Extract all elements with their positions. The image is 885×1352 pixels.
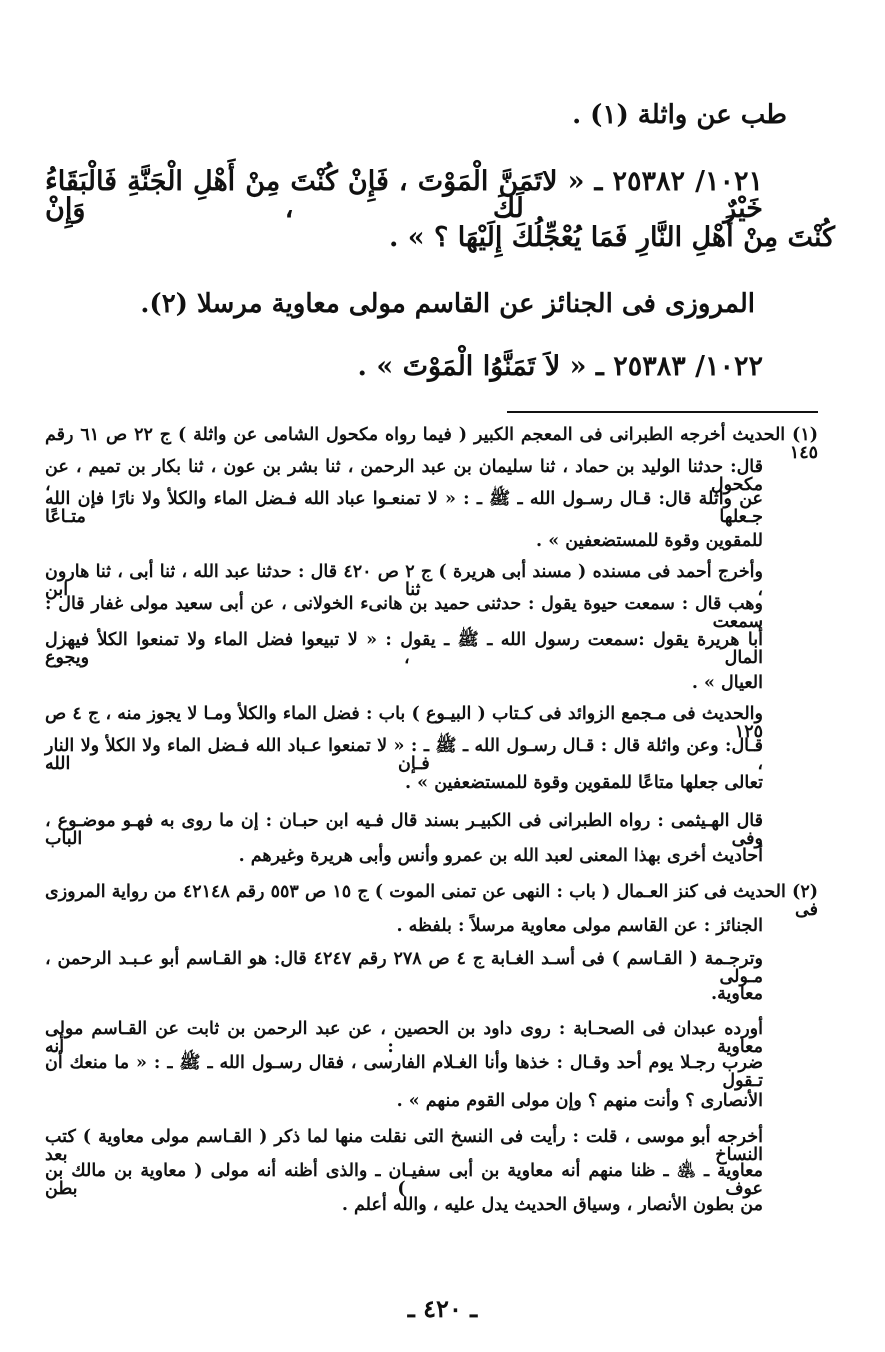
footnote-1-line-3: عن واثلة قال: قـال رسـول الله ـ ﷺ ـ : « لا تمنعـوا عباد الله فـضل الماء والكلأ ولا نارًا فإن الله جـعلها متـاعًا	[45, 489, 764, 527]
footnote-1-line-9: والحديث فى مـجمع الزوائد فى كـتاب ( البيـوع ) باب : فضل الماء والكلأ ومـا لا يجوز منه ، ج ٤ ص ١٢٥	[45, 704, 763, 742]
footnote-2-line-5: أورده عبدان فى الصحـابة : روى داود بن الحصين ، عن عبد الرحمن بن ثابت عن القـاسم مولى معاوية : أنه	[45, 1019, 763, 1057]
footnote-2-line-1: (٢) الحديث فى كنز العـمال ( باب : النهى عن تمنى الموت ) ج ١٥ ص ٥٥٣ رقم ٤٢١٤٨ من رواية المروزى فى	[45, 882, 818, 920]
footnote-1-line-2: قال: حدثنا الوليد بن حماد ، ثنا سليمان بن عبد الرحمن ، ثنا بشر بن عون ، ثنا بكار بن تميم ، عن مكحول ،	[45, 457, 763, 495]
footnote-2-line-2: الجنائز : عن القاسم مولى معاوية مرسلاً : بلفظه .	[396, 916, 763, 936]
hadith-1022: ١٠٢٢/ ٢٥٣٨٣ ـ « لاَ تَمَنَّوُا الْمَوْتَ » .	[357, 351, 763, 382]
footnote-1-line-4: للمقوين وقوة للمستضعفين » .	[536, 531, 763, 551]
footnote-1-line-7: أبا هريرة يقول :سمعت رسول الله ـ ﷺ ـ يقول : « لا تبيعوا فضل الماء ولا تمنعوا الكلأ فيهزل المال ، ويجوع	[45, 630, 763, 668]
footnote-2-line-7: الأنصارى ؟ وأنت منهم ؟ وإن مولى القوم منهم » .	[396, 1091, 763, 1111]
footnote-2-line-10: من بطون الأنصار ، وسياق الحديث يدل عليه ، والله أعلم .	[341, 1195, 763, 1215]
footnote-1-line-12: قال الهـيثمى : رواه الطبرانى فى الكبيـر بسند قال فـيه ابن حبـان : إن ما روى به فهـو موضـوع ، وفى الباب	[45, 811, 763, 849]
hadith-1021-line-1: ١٠٢١/ ٢٥٣٨٢ ـ « لاتَمَنَّ الْمَوْتَ ، فَإِنْ كُنْتَ مِنْ أَهْلِ الْجَنَّةِ فَالْبَقَاءُ خَيْرٌ لَكَ ، وَإِنْ	[45, 166, 763, 224]
page-number: ـ ٤٢٠ ـ	[407, 1294, 478, 1323]
footnote-2-line-9: معاوية ـ ﵁ ـ ظنا منهم أنه معاوية بن أبى سفيـان ـ والذى أظنه أنه مولى ( معاوية بن مالك بن عوف ) بطن	[45, 1161, 763, 1199]
footnote-separator	[507, 411, 818, 413]
footnote-1-line-8: العيال » .	[691, 673, 763, 693]
hadith-1021-line-2: كُنْتَ مِنْ أَهْلِ النَّارِ فَمَا يُعْجِّلُكَ إِلَيْهَا ؟ » .	[388, 222, 835, 253]
main-line-marwazi: المروزى فى الجنائز عن القاسم مولى معاوية مرسلا (٢).	[140, 289, 755, 319]
footnote-2-line-3: وترجـمة ( القـاسم ) فى أسـد الغـابة ج ٤ ص ٢٧٨ رقم ٤٢٤٧ قال: هو القـاسم أبو عـبـد الرحمن ، مـولى	[45, 949, 763, 987]
footnote-1-line-11: تعالى جعلها متاعًا للمقوين وقوة للمستضعفين » .	[404, 773, 763, 793]
main-line-attribution: طب عن واثلة (١) .	[572, 100, 787, 130]
footnote-2-line-8: أخرجه أبو موسى ، قلت : رأيت فى النسخ التى نقلت منها لما ذكر ( القـاسم مولى معاوية ) كتب النساخ بعد	[45, 1127, 763, 1165]
footnote-2-line-4: معاوية.	[711, 984, 763, 1004]
footnote-1-line-5: وأخرج أحمد فى مسنده ( مسند أبى هريرة ) ج ٢ ص ٤٢٠ قال : حدثنا عبد الله ، ثنا أبى ، ثنا هارون ، ثنا ابن	[45, 562, 763, 600]
footnote-2-line-6: ضرب رجـلا يوم أحد وقـال : خذها وأنا الغـلام الفارسى ، فقال رسـول الله ـ ﷺ ـ : « ما منعك أن تـقول	[45, 1053, 763, 1091]
footnote-1-line-13: أحاديث أخرى بهذا المعنى لعبد الله بن عمرو وأنس وأبى هريرة وغيرهم .	[238, 846, 763, 866]
footnote-1-line-1: (١) الحديث أخرجه الطبرانى فى المعجم الكبير ( فيما رواه مكحول الشامى عن واثلة ) ج ٢٢ ص ٦١ رقم ١٤٥	[45, 425, 819, 463]
footnote-1-line-6: وهب قال : سمعت حيوة يقول : حدثنى حميد بن هانىء الخولانى ، عن أبى سعيد مولى غفار قال : سمعت	[45, 594, 763, 632]
footnote-1-line-10: قـال: وعن واثلة قال : قـال رسـول الله ـ ﷺ ـ : « لا تمنعوا عـباد الله فـضل الماء ولا الكلأ ولا النار ، فـإن الله	[45, 736, 763, 774]
